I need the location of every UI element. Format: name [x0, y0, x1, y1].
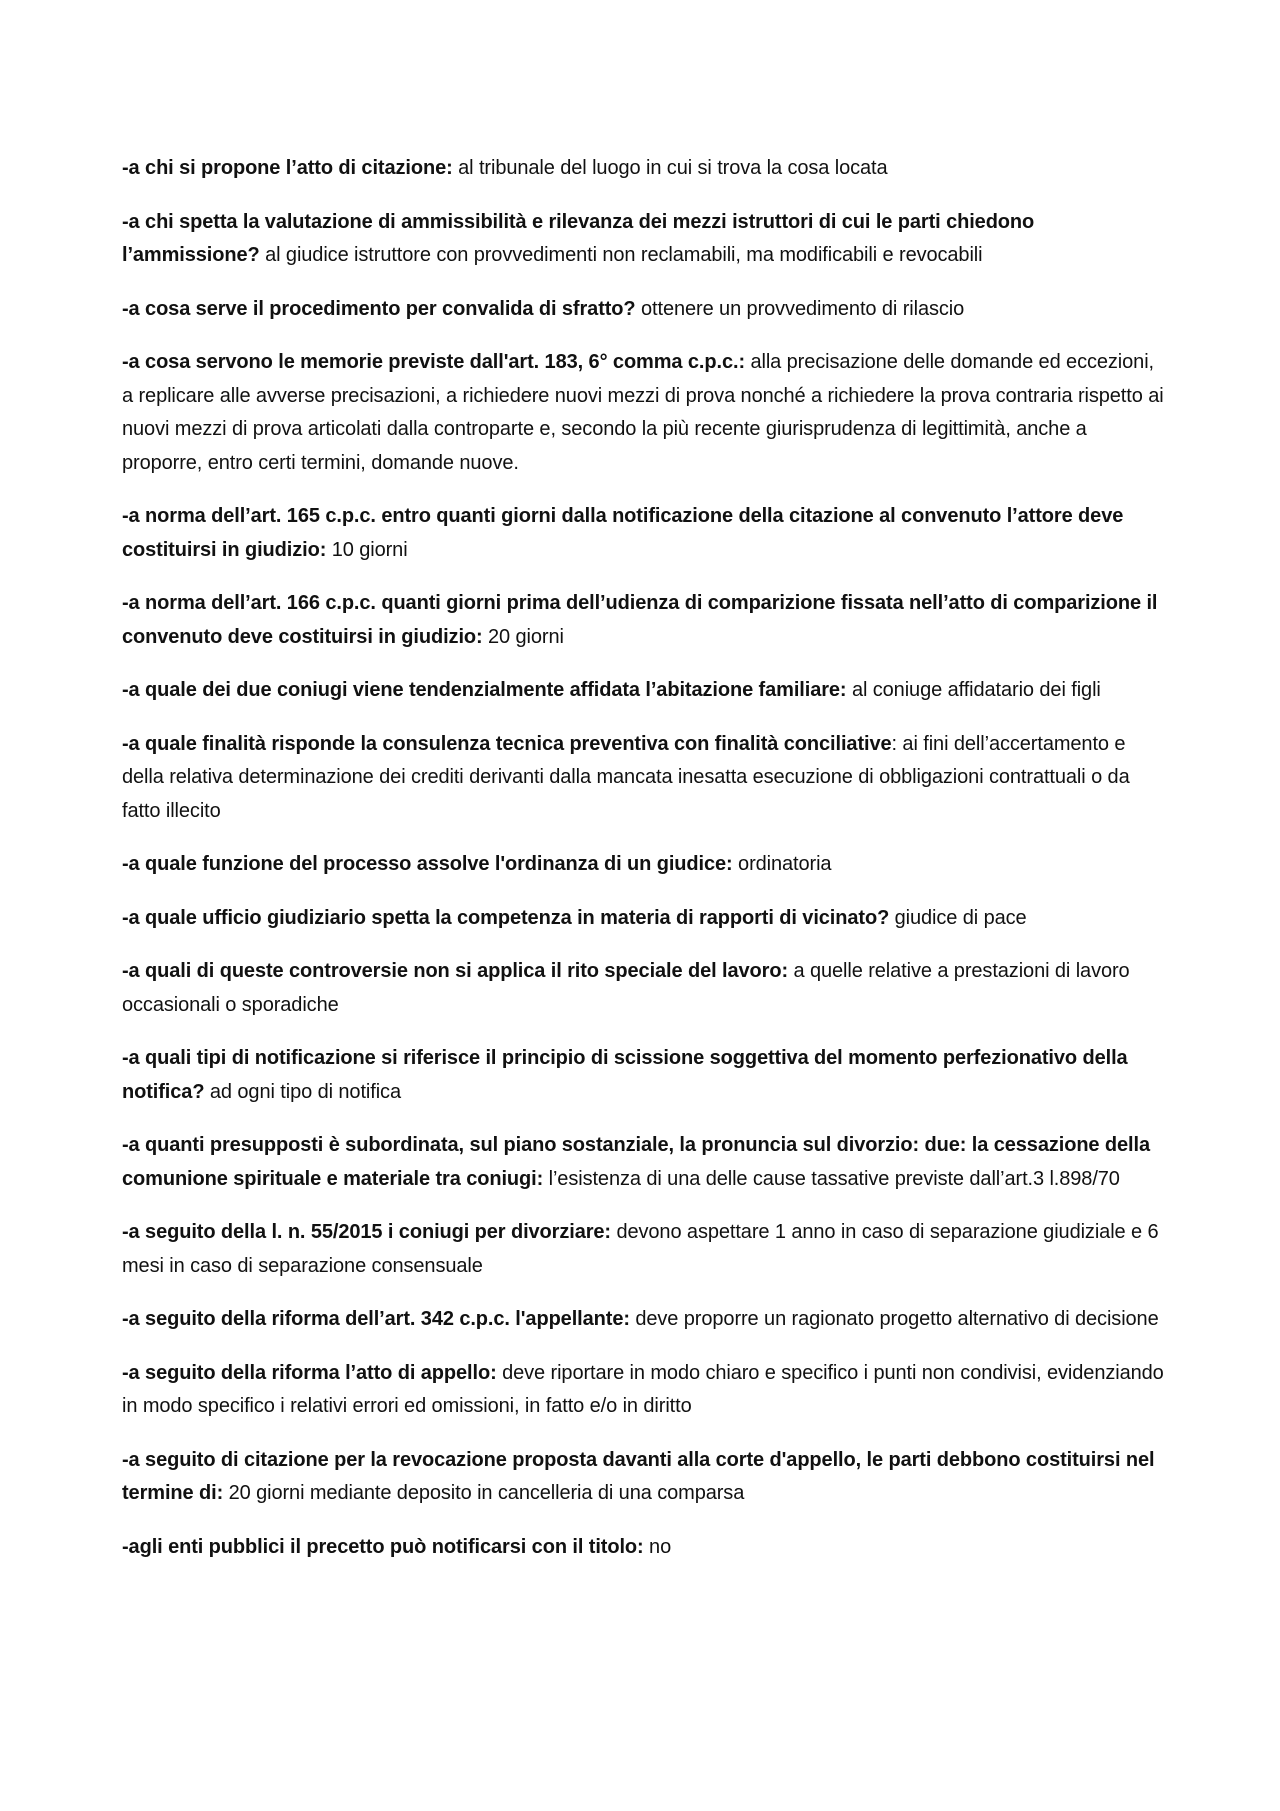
question-text: -a quale finalità risponde la consulenza tecnica preventiva con finalità conciliative: [122, 732, 892, 755]
question-text: -a quale funzione del processo assolve l'ordinanza di un giudice:: [122, 853, 733, 875]
qa-entry: [122, 848, 1167, 882]
question-text: -a quali di queste controversie non si applica il rito speciale del lavoro:: [122, 960, 789, 982]
answer-text: : ai fini dell’accertamento e della relativa determinazione dei crediti derivanti dalla mancata inesatta esecuzione di obbligazioni contrattuali o da fatto illecito: [122, 732, 1130, 822]
qa-entry: [122, 1129, 1167, 1196]
question-text: -a chi si propone l’atto di citazione:: [122, 157, 453, 179]
question-text: -a quale dei due coniugi viene tendenzialmente affidata l’abitazione familiare:: [122, 679, 847, 701]
answer-text: al giudice istruttore con provvedimenti non reclamabili, ma modificabili e revocabili: [259, 244, 983, 266]
qa-entry: [122, 500, 1167, 567]
question-text: -a norma dell’art. 166 c.p.c. quanti giorni prima dell’udienza di comparizione fissata nell’atto di comparizione il convenuto deve costituirsi in giudizio:: [122, 592, 1158, 648]
qa-entry: [122, 902, 1167, 936]
answer-text: l’esistenza di una delle cause tassative previste dall’art.3 l.898/70: [543, 1167, 1120, 1190]
question-text: -a seguito della riforma l’atto di appello:: [122, 1361, 497, 1384]
question-text: -a seguito di citazione per la revocazione proposta davanti alla corte d'appello, le parti debbono costituirsi nel termine di:: [122, 1448, 1155, 1504]
qa-entry: [122, 955, 1167, 1022]
question-text: -a seguito della l. n. 55/2015 i coniugi per divorziare:: [122, 1221, 611, 1243]
qa-entry: [122, 1357, 1167, 1424]
qa-entry: [122, 1216, 1167, 1283]
qa-entry: [122, 1303, 1167, 1337]
answer-text: 10 giorni: [326, 538, 408, 561]
qa-entry: [122, 1444, 1167, 1511]
question-text: -a cosa servono le memorie previste dall'art. 183, 6° comma c.p.c.:: [122, 351, 745, 373]
question-text: -a cosa serve il procedimento per convalida di sfratto?: [122, 297, 636, 320]
answer-text: no: [643, 1535, 672, 1558]
qa-entry: [122, 1531, 1167, 1565]
qa-entry: [122, 293, 1167, 327]
answer-text: al coniuge affidatario dei figli: [846, 679, 1101, 701]
qa-entry: [122, 206, 1167, 273]
answer-text: a quelle relative a prestazioni di lavoro occasionali o sporadiche: [122, 960, 1130, 1016]
qa-entry: [122, 152, 1167, 186]
question-text: -a norma dell’art. 165 c.p.c. entro quanti giorni dalla notificazione della citazione al convenuto l’attore deve costituirsi in giudizio:: [122, 505, 1124, 561]
answer-text: deve riportare in modo chiaro e specifico i punti non condivisi, evidenziando in modo specifico i relativi errori ed omissioni, in fatto e/o in diritto: [122, 1361, 1164, 1417]
question-text: -a quanti presupposti è subordinata, sul piano sostanziale, la pronuncia sul divorzio: due: la cessazione della comunione spirituale e materiale tra coniugi:: [122, 1134, 1150, 1190]
qa-entry: [122, 674, 1167, 708]
answer-text: 20 giorni mediante deposito in cancelleria di una comparsa: [223, 1482, 745, 1504]
question-text: -a quali tipi di notificazione si riferisce il principio di scissione soggettiva del momento perfezionativo della notifica?: [122, 1047, 1128, 1103]
question-text: -a seguito della riforma dell’art. 342 c.p.c. l'appellante:: [122, 1308, 630, 1330]
answer-text: ordinatoria: [732, 853, 832, 875]
qa-entry: [122, 1042, 1167, 1109]
qa-entry: [122, 346, 1167, 480]
answer-text: deve proporre un ragionato progetto alternativo di decisione: [629, 1308, 1159, 1330]
answer-text: giudice di pace: [889, 906, 1027, 929]
answer-text: ottenere un provvedimento di rilascio: [635, 297, 965, 320]
answer-text: al tribunale del luogo in cui si trova la cosa locata: [452, 157, 888, 179]
answer-text: ad ogni tipo di notifica: [204, 1080, 401, 1103]
qa-entry: [122, 728, 1167, 829]
question-text: -agli enti pubblici il precetto può notificarsi con il titolo:: [122, 1535, 644, 1558]
question-text: -a chi spetta la valutazione di ammissibilità e rilevanza dei mezzi istruttori di cui le parti chiedono l’ammissione?: [122, 210, 1035, 266]
document-page: [122, 152, 1167, 1584]
answer-text: alla precisazione delle domande ed eccezioni, a replicare alle avverse precisazioni, a richiedere nuovi mezzi di prova nonché a richiedere la prova contraria rispetto ai nuovi mezzi di prova articolati dalla controparte e, secondo la più recente giurisprudenza di legittimità, anche a proporre, entro certi termini, domande nuove.: [122, 351, 1164, 474]
qa-entry: [122, 587, 1167, 654]
question-text: -a quale ufficio giudiziario spetta la competenza in materia di rapporti di vicinato?: [122, 906, 890, 929]
answer-text: 20 giorni: [482, 625, 564, 648]
answer-text: devono aspettare 1 anno in caso di separazione giudiziale e 6 mesi in caso di separazione consensuale: [122, 1221, 1159, 1277]
